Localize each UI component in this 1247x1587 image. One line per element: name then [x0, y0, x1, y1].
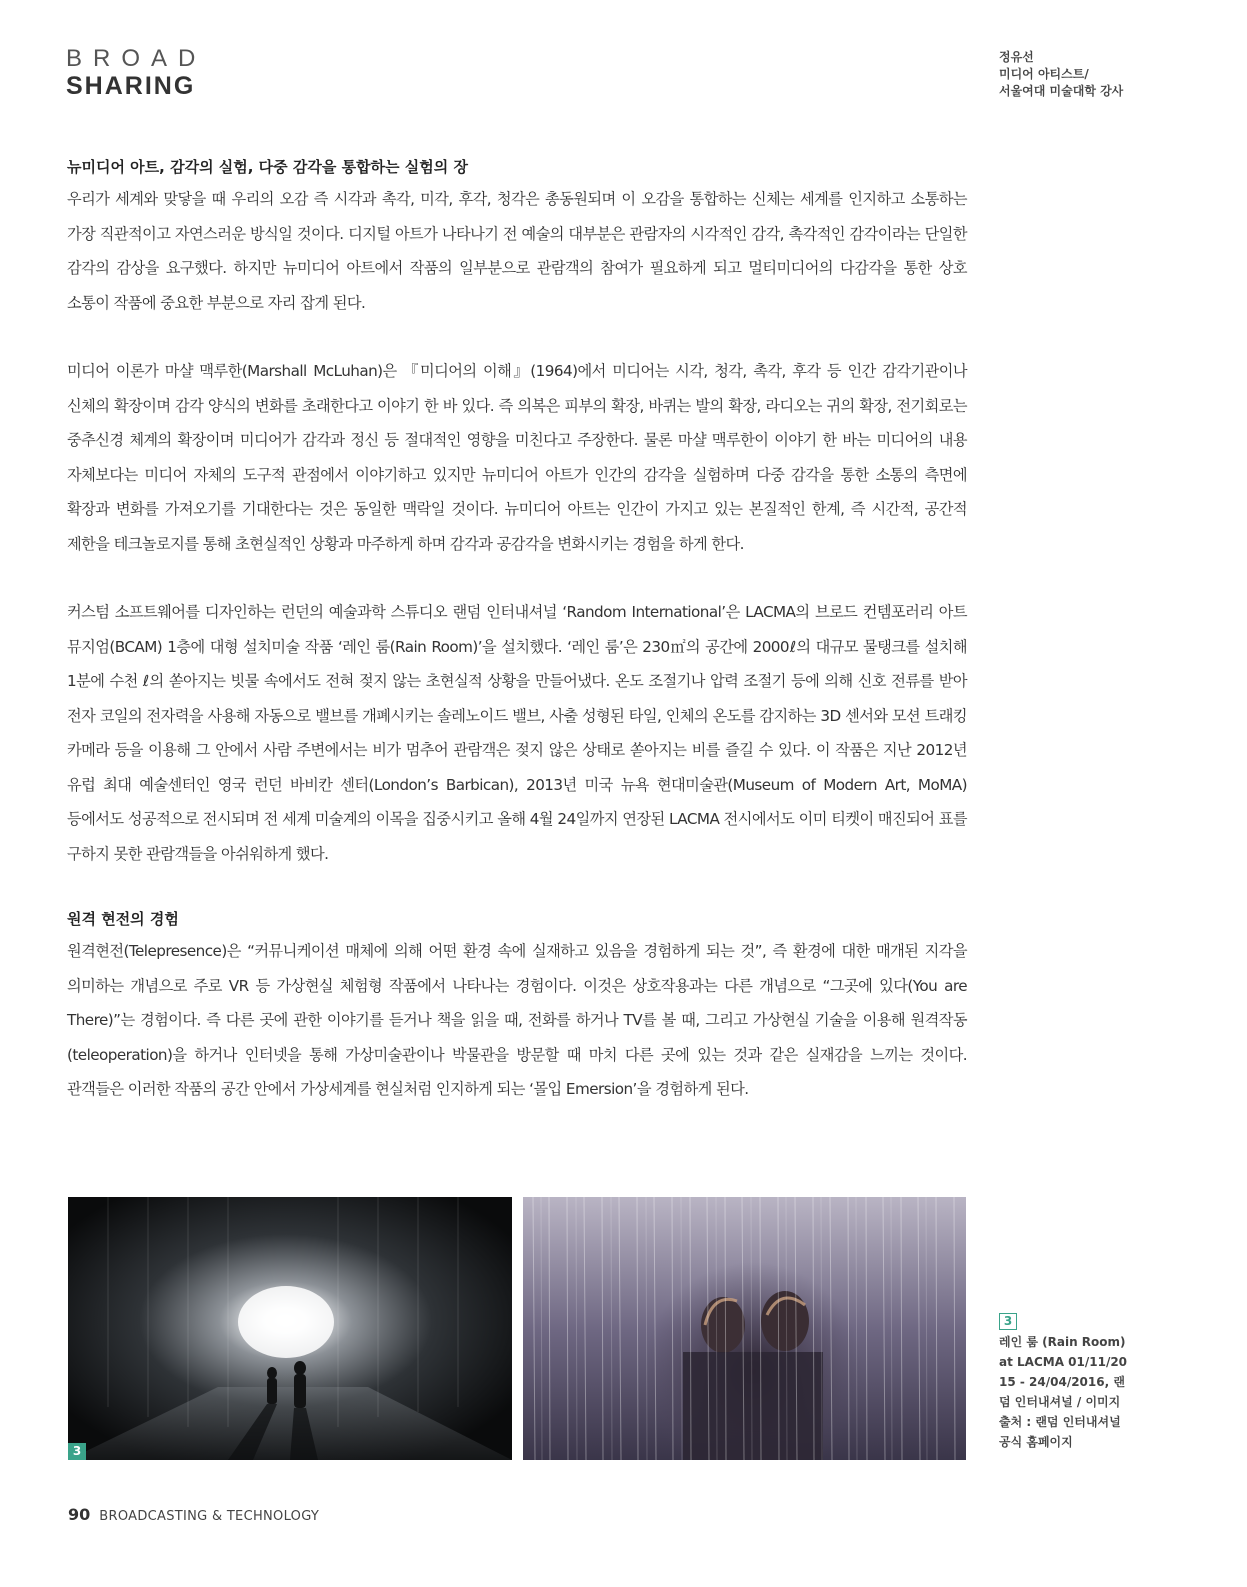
page-number: 90: [68, 1505, 91, 1524]
page-footer: [68, 1505, 319, 1524]
publication-name: BROADCASTING & TECHNOLOGY: [99, 1509, 320, 1524]
author-role: 미디어 아티스트/: [999, 67, 1089, 81]
author-name: 정유선: [999, 50, 1034, 64]
caption-text: 레인 룸 (Rain Room) at LACMA 01/11/2015 - 24/04/2016, 랜덤 인터내셔널 / 이미지출처 : 랜덤 인터내셔널 공식 홈페이지: [999, 1335, 1128, 1449]
brand-top-word: BROAD: [66, 45, 207, 72]
paragraph-4: 원격현전(Telepresence)은 “커뮤니케이션 매체에 의해 어떤 환경 속에 실재하고 있음을 경험하게 되는 것”, 즉 환경에 대한 매개된 지각을 의미하는 개념으로 주로 VR 등 가상현실 체험형 작품에서 나타나는 경험이다. 이것은 상호작용과는 다른 개념으로 “그곳에 있다(You are There)”는 경험이다. 즉 다른 곳에 관한 이야기를 듣거나 책을 읽을 때, 전화를 하거나 TV를 볼 때, 그리고 가상현실 기술을 이용해 원격작동(teleoperation)을 하거나 인터넷을 통해 가상미술관이나 박물관을 방문할 때 마치 다른 곳에 있는 것과 같은 실재감을 느끼는 것이다. 관객들은 이러한 작품의 공간 안에서 가상세계를 현실처럼 인지하게 되는 ‘몰입 Emersion’을 경험하게 된다.: [67, 942, 968, 1098]
section-title-telepresence: 원격 현전의 경험: [67, 910, 179, 928]
caption-number-badge: 3: [999, 1313, 1017, 1330]
brand-bottom-word: SHARING: [66, 72, 196, 100]
rain-room-photo-light: [68, 1197, 512, 1460]
article-body: [67, 152, 967, 1107]
brand-logo: [66, 46, 206, 100]
rain-room-rain-image: [523, 1197, 966, 1460]
author-affiliation: 서울여대 미술대학 강사: [999, 84, 1124, 98]
paragraph-3: 커스텀 소프트웨어를 디자인하는 런던의 예술과학 스튜디오 랜덤 인터내셔널 ‘Random International’은 LACMA의 브로드 컨템포러리 아트 뮤지엄(BCAM) 1층에 대형 설치미술 작품 ‘레인 룸(Rain Room)’을 설치했다. ‘레인 룸’은 230㎡의 공간에 2000ℓ의 대규모 물탱크를 설치해 1분에 수천 ℓ의 쏟아지는 빗물 속에서도 전혀 젖지 않는 초현실적 상황을 만들어냈다. 온도 조절기나 압력 조절기 등에 의해 신호 전류를 받아 전자 코일의 전자력을 사용해 자동으로 밸브를 개폐시키는 솔레노이드 밸브, 사출 성형된 타일, 인체의 온도를 감지하는 3D 센서와 모션 트래킹 카메라 등을 이용해 그 안에서 사람 주변에서는 비가 멈추어 관람객은 젖지 않은 상태로 쏟아지는 비를 즐길 수 있다. 이 작품은 지난 2012년 유럽 최대 예술센터인 영국 런던 바비칸 센터(London’s Barbican), 2013년 미국 뉴욕 현대미술관(Museum of Modern Art, MoMA) 등에서도 성공적으로 전시되며 전 세계 미술계의 이목을 집중시키고 올해 4월 24일까지 연장된 LACMA 전시에서도 이미 티켓이 매진되어 표를 구하지 못한 관람객들을 아쉬워하게 했다.: [67, 603, 967, 863]
figure-number-badge: 3: [68, 1443, 86, 1460]
paragraph-2: 미디어 이론가 마샬 맥루한(Marshall McLuhan)은 『미디어의 이해』(1964)에서 미디어는 시각, 청각, 촉각, 후각 등 인간 감각기관이나 신체의 확장이며 감각 양식의 변화를 초래한다고 이야기 한 바 있다. 즉 의복은 피부의 확장, 바퀴는 발의 확장, 라디오는 귀의 확장, 전기회로는 중추신경 체계의 확장이며 미디어가 감각과 정신 등 절대적인 영향을 미친다고 주장한다. 물론 마샬 맥루한이 이야기 한 바는 미디어의 내용 자체보다는 미디어 자체의 도구적 관점에서 이야기하고 있지만 뉴미디어 아트가 인간의 감각을 실험하며 다중 감각을 통한 소통의 측면에 확장과 변화를 가져오기를 기대한다는 것은 동일한 맥락일 것이다. 뉴미디어 아트는 인간이 가지고 있는 본질적인 한계, 즉 시간적, 공간적 제한을 테크놀로지를 통해 초현실적인 상황과 마주하게 하며 감각과 공감각을 변화시키는 경험을 하게 한다.: [67, 362, 967, 553]
rain-room-light-image: [68, 1197, 512, 1460]
paragraph-1: 우리가 세계와 맞닿을 때 우리의 오감 즉 시각과 촉각, 미각, 후각, 청각은 총동원되며 이 오감을 통합하는 신체는 세계를 인지하고 소통하는 가장 직관적이고 자연스러운 방식일 것이다. 디지털 아트가 나타나기 전 예술의 대부분은 관람자의 시각적인 감각, 촉각적인 감각이라는 단일한 감각의 감상을 요구했다. 하지만 뉴미디어 아트에서 작품의 일부분으로 관람객의 참여가 필요하게 되고 멀티미디어의 다감각을 통한 상호 소통이 작품에 중요한 부분으로 자리 잡게 된다.: [67, 190, 967, 312]
figure-caption: [999, 1311, 1129, 1452]
section-title-new-media: 뉴미디어 아트, 감각의 실험, 다중 감각을 통합하는 실험의 장: [67, 158, 468, 176]
author-info: [999, 49, 1123, 100]
rain-room-photo-rain: [523, 1197, 966, 1460]
